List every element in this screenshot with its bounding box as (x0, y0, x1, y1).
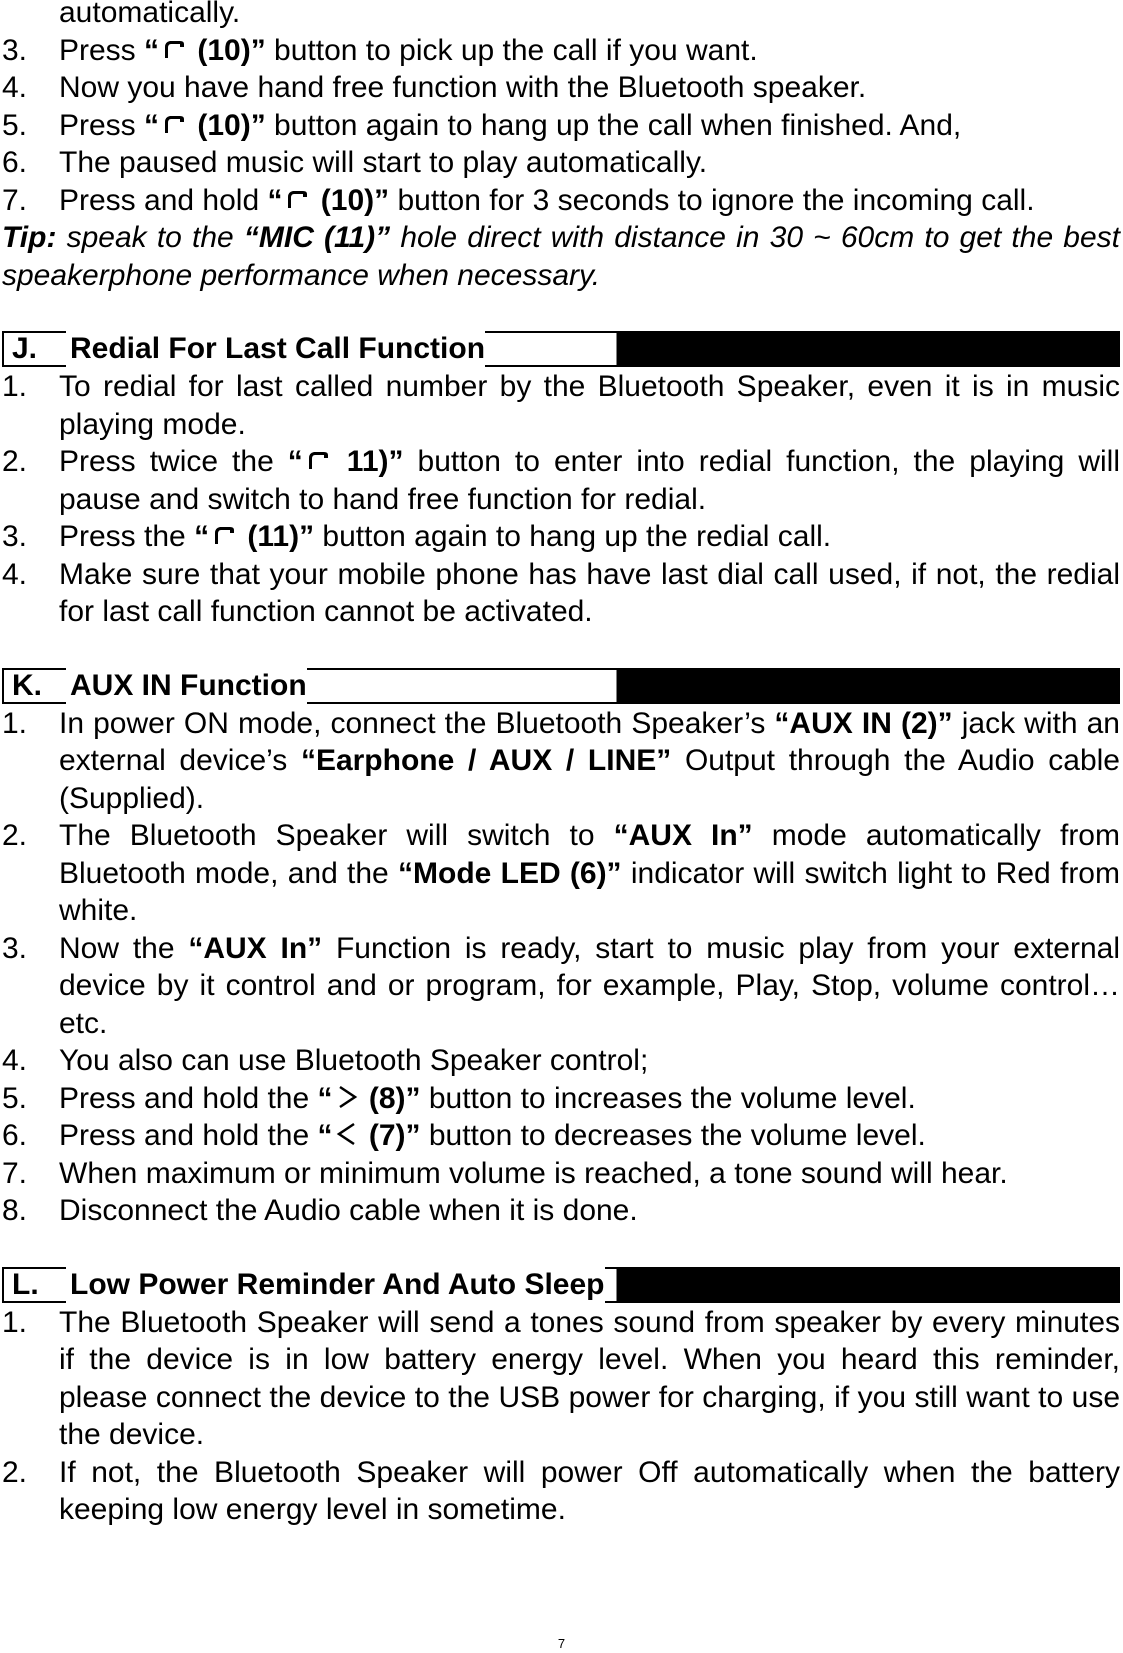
step-number: 1. (2, 370, 28, 403)
button-reference: “ (11)” (194, 520, 315, 553)
list-item: 2. If not, the Bluetooth Speaker will power Off automatically when the battery keeping low energy level in sometime. (2, 1455, 1120, 1526)
step-number: 8. (2, 1194, 28, 1227)
list-item: 3. Now the “AUX In” Function is ready, start to music play from your external device by it control and or program, for example, Play, Stop, volume control…etc. (2, 931, 1120, 1040)
list-item: 1. To redial for last called number by the Bluetooth Speaker, even it is in music playing mode. (2, 370, 1120, 441)
step-number: 6. (2, 1119, 28, 1152)
phone-handset-icon (305, 449, 331, 473)
step-number: 2. (2, 445, 28, 478)
step-number: 2. (2, 819, 28, 852)
step-number: 5. (2, 108, 28, 142)
section-title: Low Power Reminder And Auto Sleep (66, 1266, 605, 1304)
spacer (2, 631, 1120, 668)
list-item: 4. Make sure that your mobile phone has have last dial call used, if not, the redial for last call function cannot be activated. (2, 557, 1120, 628)
section-header-l (2, 1267, 1120, 1303)
step-number: 7. (2, 1156, 28, 1190)
list-item: 1. The Bluetooth Speaker will send a tones sound from speaker by every minutes if the device is in low battery energy level. When you heard this reminder, please connect the device to the USB power for charging, if you still want to use the device. (2, 1305, 1120, 1451)
phone-handset-icon (161, 113, 187, 137)
phone-handset-icon (284, 188, 310, 212)
step-number: 4. (2, 1044, 28, 1077)
step-number: 3. (2, 33, 28, 67)
list-item: 2. The Bluetooth Speaker will switch to “AUX In” mode automatically from Bluetooth mode, and the “Mode LED (6)” indicator will switch light to Red from white. (2, 819, 1120, 927)
step-number: 3. (2, 520, 28, 553)
step-number: 7. (2, 183, 28, 217)
step-number: 4. (2, 71, 28, 104)
section-title: Redial For Last Call Function (66, 330, 485, 368)
section-letter: K. (12, 668, 42, 702)
list-item: 7. Press and hold “ (10)” button for 3 seconds to ignore the incoming call. (2, 182, 1120, 220)
button-reference: “ (10)” (144, 108, 266, 142)
list-item: 3. Press “ (10)” button to pick up the call if you want. (2, 32, 1120, 70)
section-header-k (2, 668, 1120, 704)
list-item: 2. Press twice the “ 11)” button to enter into redial function, the playing will pause and switch to hand free function for redial. (2, 445, 1120, 516)
continuation-line: automatically. (59, 0, 241, 29)
list-item: 3. Press the “ (11)” button again to hang up the redial call. (2, 518, 1120, 556)
intro-step-list (2, 32, 1120, 220)
button-reference: “ (10)” (267, 183, 390, 217)
list-item: 4. You also can use Bluetooth Speaker control; (2, 1042, 1120, 1080)
list-item: 5. Press “ (10)” button again to hang up the call when finished. And, (2, 107, 1120, 145)
button-reference: “ 11)” (287, 445, 404, 478)
list-item: 6. Press and hold the “ (7)” button to decreases the volume level. (2, 1117, 1120, 1155)
tip-mic-reference: “MIC (11)” (243, 221, 391, 254)
list-item: 6. The paused music will start to play automatically. (2, 144, 1120, 182)
step-number: 1. (2, 1305, 28, 1339)
step-number: 5. (2, 1081, 28, 1115)
list-item: 1. In power ON mode, connect the Bluetooth Speaker’s “AUX IN (2)” jack with an external device’s “Earphone / AUX / LINE” Output through the Audio cable (Supplied). (2, 706, 1120, 815)
section-l-step-list (2, 1304, 1120, 1529)
section-letter: L. (12, 1267, 39, 1301)
step-number: 4. (2, 557, 28, 591)
step-number: 3. (2, 931, 28, 965)
tip-label: Tip: (2, 221, 57, 254)
list-item: 4. Now you have hand free function with the Bluetooth speaker. (2, 69, 1120, 107)
list-item: 5. Press and hold the “ (8)” button to increases the volume level. (2, 1080, 1120, 1118)
button-reference: “ (10)” (144, 33, 266, 67)
button-reference: “ (7)” (317, 1119, 421, 1152)
section-header-j (2, 331, 1120, 367)
page-number: 7 (557, 1636, 566, 1651)
step-number: 6. (2, 146, 28, 179)
section-j-step-list (2, 368, 1120, 631)
step-number: 1. (2, 706, 28, 740)
section-letter: J. (12, 332, 38, 366)
spacer (2, 294, 1120, 331)
page-content (2, 0, 1120, 1529)
list-item: 7. When maximum or minimum volume is reached, a tone sound will hear. (2, 1155, 1120, 1193)
chevron-left-icon (335, 1121, 359, 1147)
spacer (2, 1230, 1120, 1267)
chevron-right-icon (335, 1084, 359, 1110)
button-reference: “ (8)” (317, 1081, 421, 1115)
tip-paragraph: Tip: speak to the “MIC (11)” hole direct with distance in 30 ~ 60cm to get the best speakerphone performance when necessary. (2, 221, 1120, 292)
phone-handset-icon (211, 524, 237, 548)
phone-handset-icon (161, 38, 187, 62)
step-number: 2. (2, 1455, 28, 1489)
section-title: AUX IN Function (66, 667, 307, 705)
list-item: 8. Disconnect the Audio cable when it is done. (2, 1192, 1120, 1230)
section-k-step-list (2, 705, 1120, 1230)
